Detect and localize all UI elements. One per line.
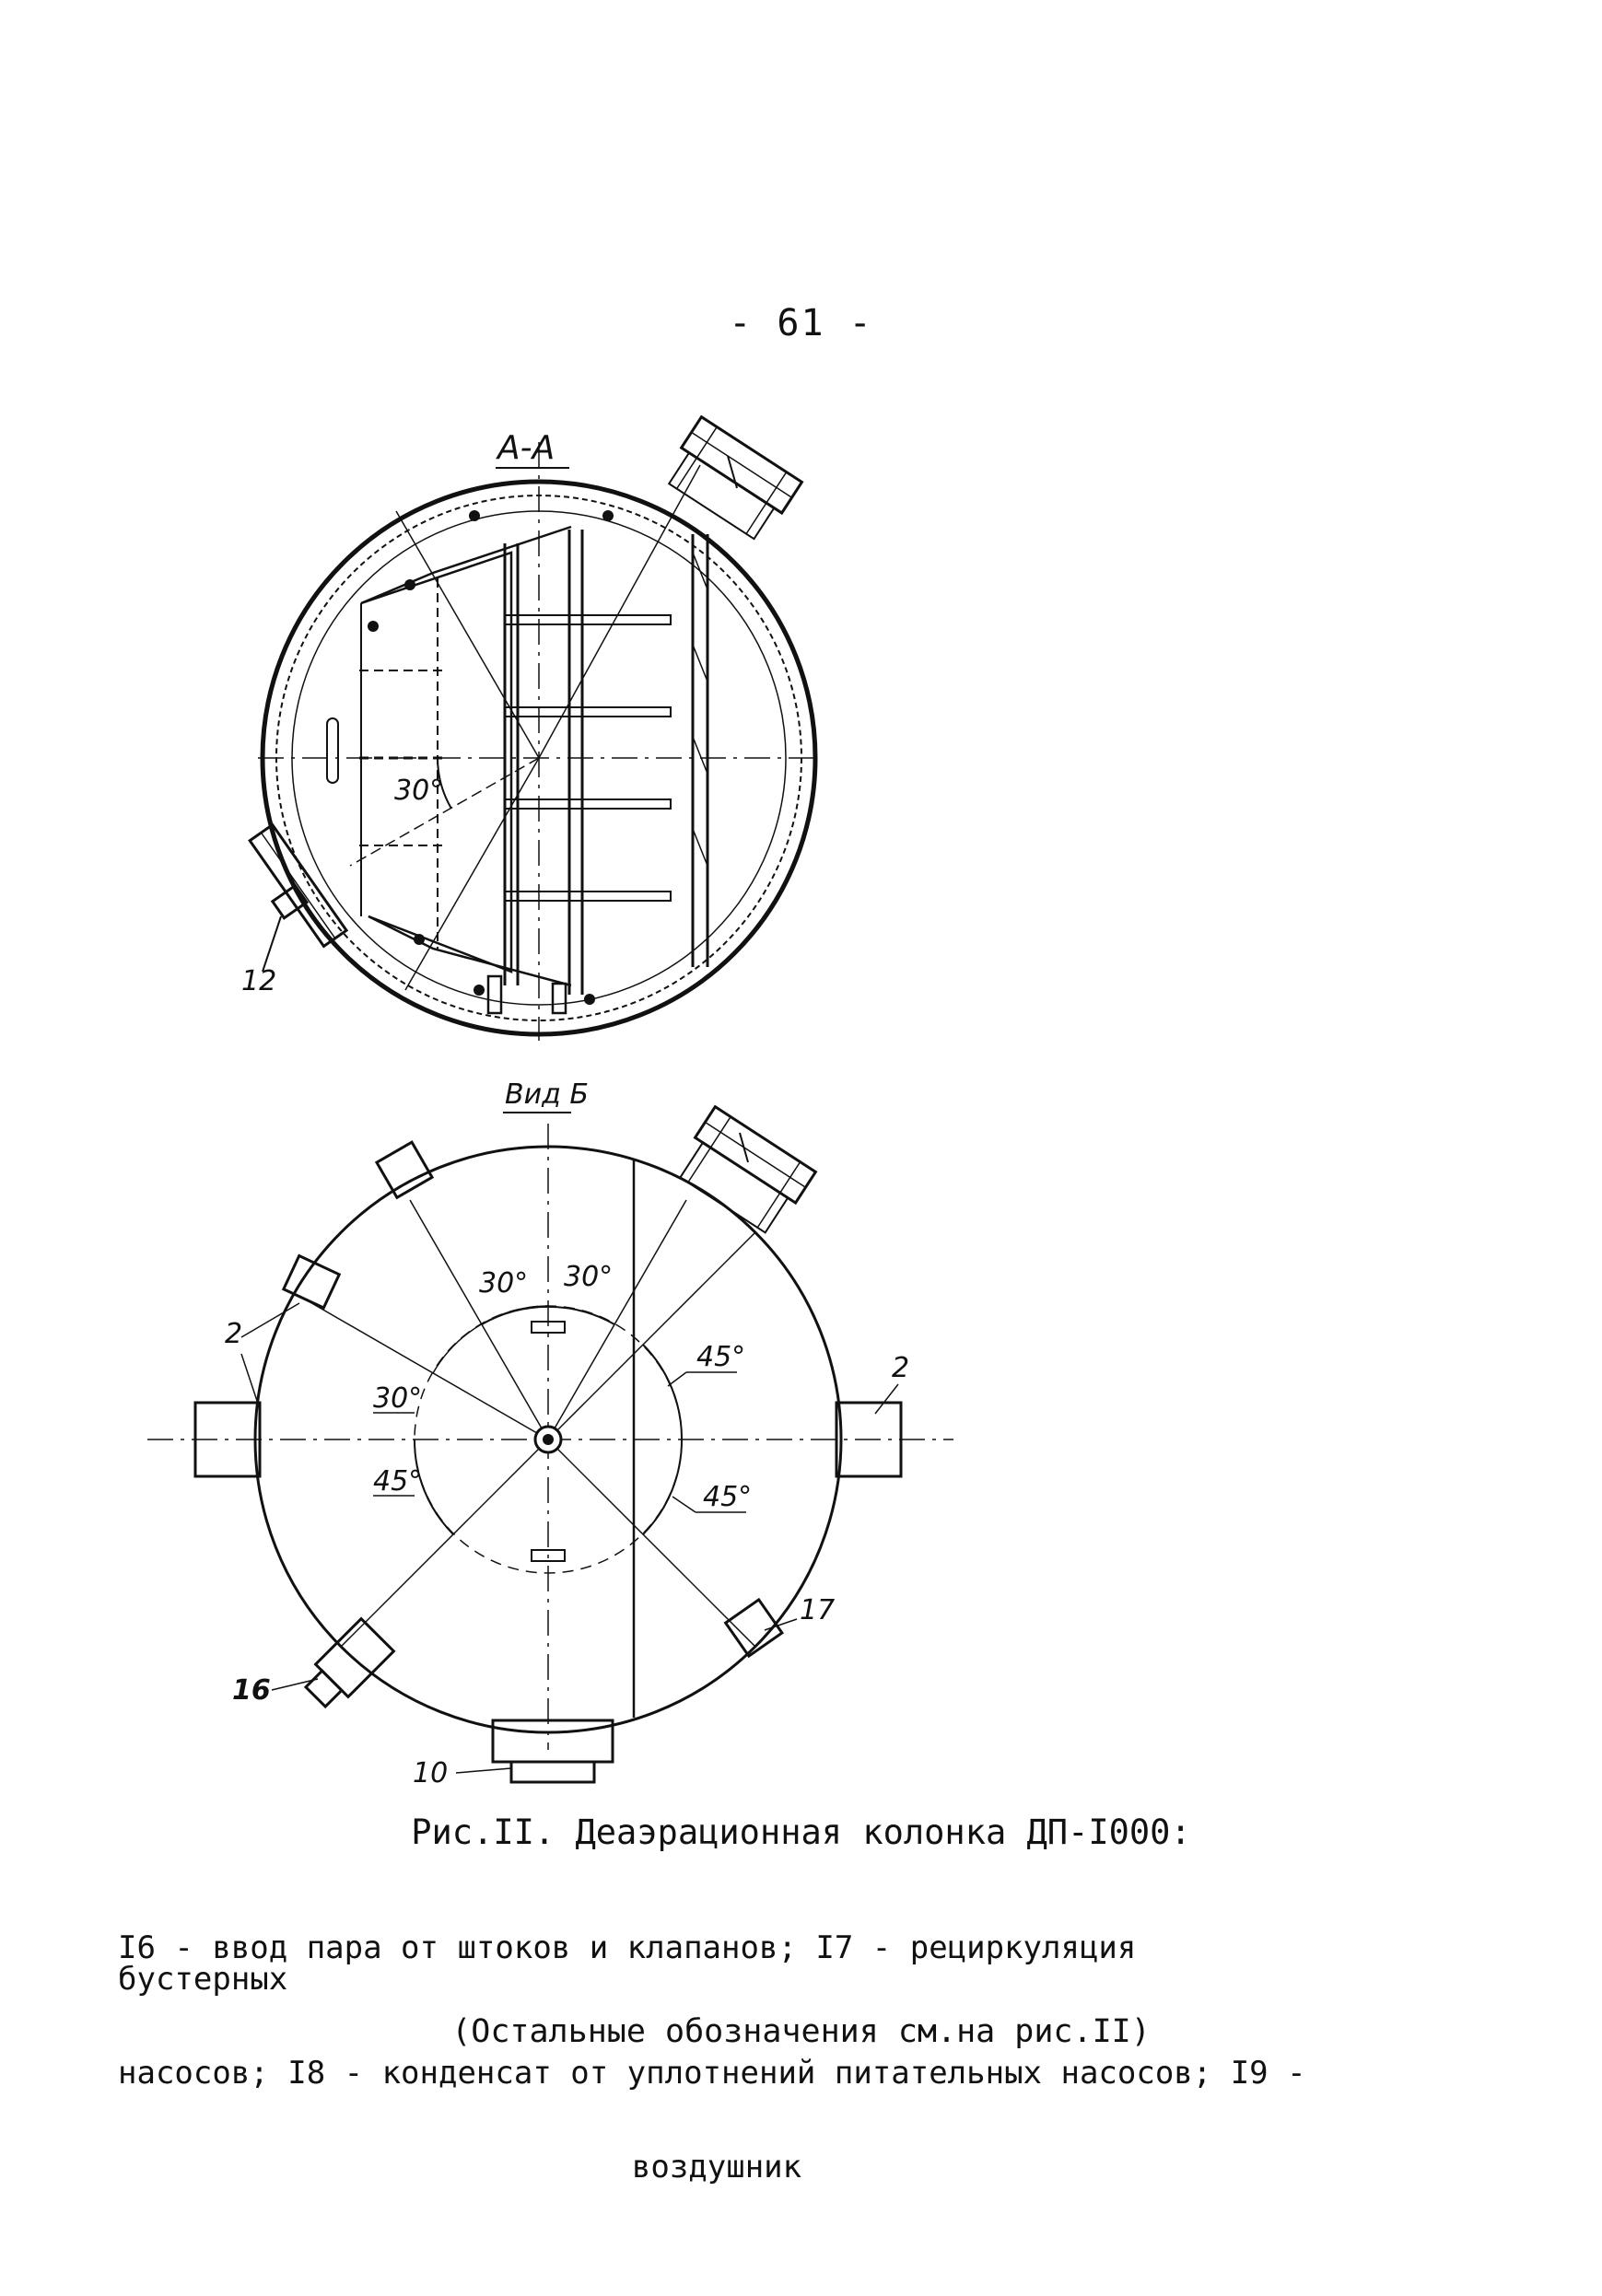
section-aa-angle-30: 30° [394,775,444,807]
legend-line-1: I6 - ввод пара от штоков и клапанов; I7 - рециркуляция бустерных [118,1929,1155,1998]
figure-caption-title: Рис.II. Деаэрационная колонка ДП-I000: [411,1812,1191,1852]
view-b-angle-30-top-left: 30° [479,1267,529,1300]
view-b-angle-45-left: 45° [373,1465,423,1498]
view-b-title: Вид Б [505,1078,589,1111]
legend-line-3: воздушник [631,2149,802,2185]
callout-2-right: 2 [892,1352,910,1384]
callout-12: 12 [241,965,277,997]
page-number: - 61 - [729,302,873,344]
legend-line-2: насосов; I8 - конденсат от уплотнений питательных насосов; I9 - [118,2055,1306,2092]
view-b-angle-45-right-lower: 45° [703,1481,753,1513]
section-aa-drawing [241,417,820,1041]
view-b-angle-30-top-right: 30° [564,1261,614,1293]
figure-caption-note: (Остальные обозначения см.на рис.II) [451,2013,1151,2050]
callout-17: 17 [800,1594,836,1626]
view-b-drawing [147,1078,953,1789]
callout-10: 10 [413,1757,449,1789]
section-aa-title: А-А [497,429,555,467]
view-b-angle-45-right-upper: 45° [696,1341,746,1373]
callout-16: 16 [232,1674,271,1707]
callout-2-left: 2 [225,1318,243,1350]
view-b-angle-30-left: 30° [373,1382,423,1415]
